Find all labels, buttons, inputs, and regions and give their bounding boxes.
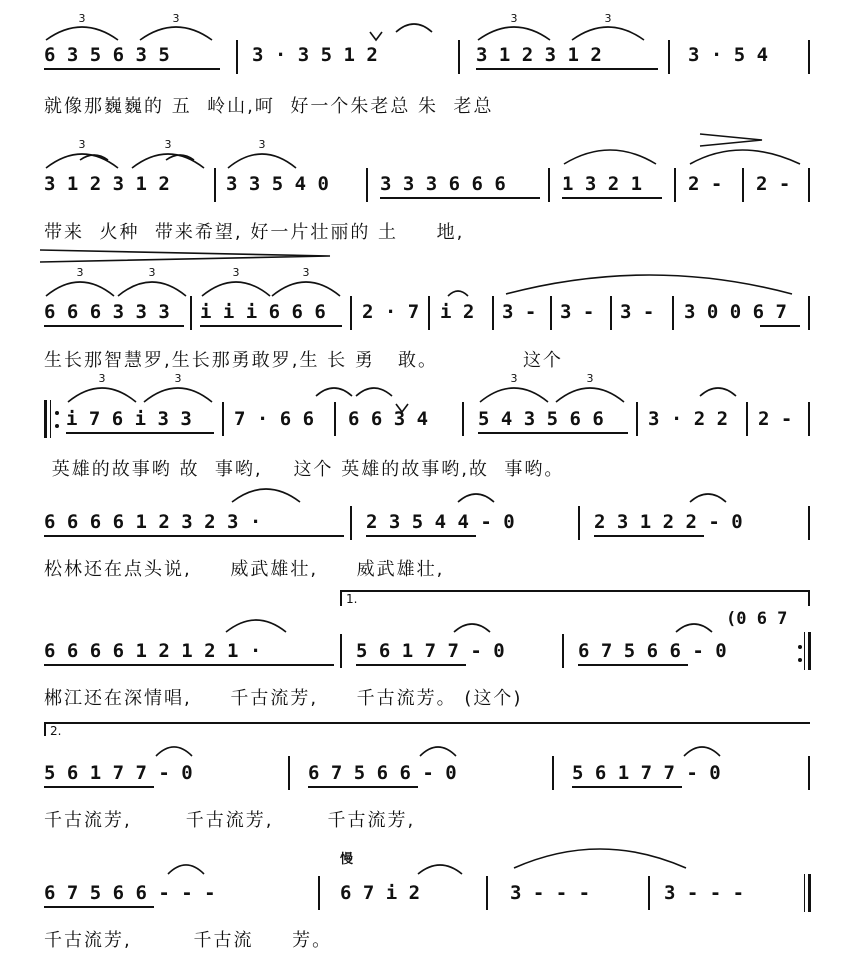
repeat-dot (55, 424, 59, 428)
barline (190, 296, 192, 330)
triplet-number: 3 (98, 372, 106, 385)
triplet-number: 3 (164, 138, 172, 151)
measure-3: 2 3 1 2 2 - 0 (594, 511, 743, 533)
volta-bracket (44, 722, 810, 724)
triplet-arc (132, 154, 204, 168)
measure-5: 3 - (502, 301, 537, 323)
barline (808, 756, 810, 790)
barline (366, 168, 368, 202)
barline (746, 402, 748, 436)
barline (610, 296, 612, 330)
repeat-dot (55, 411, 59, 415)
barline (808, 168, 810, 202)
slur (80, 155, 108, 160)
measure-2: 2 3 5 4 4 - 0 (366, 511, 515, 533)
triplet-number: 3 (78, 138, 86, 151)
triplet-number: 3 (302, 266, 310, 279)
tie (458, 494, 494, 502)
measure-1: i 7 6 i 3 3 (66, 408, 192, 430)
final-barline-thin (804, 874, 805, 912)
measure-1: 3 1 2 3 1 2 (44, 173, 170, 195)
measure-2: 5 6 1 7 7 - 0 (356, 640, 505, 662)
final-barline (808, 874, 811, 912)
repeat-dot (798, 658, 802, 662)
tie (420, 747, 456, 756)
barline (636, 402, 638, 436)
volta-bracket (340, 590, 810, 592)
measure-3: 2 · 7 (362, 301, 420, 323)
barline (674, 168, 676, 202)
measure-8: 3 0 0 6 7 (684, 301, 787, 323)
slur (232, 489, 300, 502)
measure-4: 5 4 3 5 6 6 (478, 408, 604, 430)
beam (476, 68, 658, 70)
slur (564, 150, 656, 164)
triplet-arc (118, 282, 186, 296)
measure-5: 2 - (688, 173, 723, 195)
barline (350, 506, 352, 540)
barline (458, 40, 460, 74)
barline (808, 506, 810, 540)
barline (672, 296, 674, 330)
measure-1: 6 6 6 3 3 3 (44, 301, 170, 323)
measure-1: 6 6 6 6 1 2 1 2 1 · (44, 640, 262, 662)
tie (690, 494, 726, 502)
repeat-start-barline (44, 400, 47, 438)
measure-1: 5 6 1 7 7 - 0 (44, 762, 193, 784)
tie (168, 865, 204, 874)
triplet-arc (572, 27, 644, 40)
measure-3: 6 7 5 6 6 - 0 (578, 640, 727, 662)
triplet-number: 3 (586, 372, 594, 385)
triplet-arc (46, 154, 118, 168)
slur (700, 388, 736, 396)
triplet-arc (272, 282, 340, 296)
barline (486, 876, 488, 910)
tie (356, 388, 392, 396)
volta-bracket-edge (44, 722, 46, 736)
measure-2: 3 3 5 4 0 (226, 173, 329, 195)
beam (478, 432, 628, 434)
barline (222, 402, 224, 436)
slur (418, 865, 462, 874)
triplet-number: 3 (76, 266, 84, 279)
slur (448, 291, 468, 296)
triplet-arc (480, 388, 548, 402)
triplet-number: 3 (148, 266, 156, 279)
volta-number: 1. (346, 592, 358, 606)
barline (742, 168, 744, 202)
triplet-arc (46, 27, 118, 40)
tie (156, 747, 192, 756)
volta-bracket-edge (340, 590, 342, 606)
pickup-notes: (0 6 7 (726, 609, 788, 629)
triplet-arc (68, 388, 136, 402)
lyrics-line: 带来 火种 带来希望, 好一片壮丽的 土 地, (44, 222, 465, 243)
barline (808, 402, 810, 436)
triplet-number: 3 (258, 138, 266, 151)
barline (288, 756, 290, 790)
triplet-number: 3 (172, 12, 180, 25)
measure-3: 5 6 1 7 7 - 0 (572, 762, 721, 784)
barline (318, 876, 320, 910)
triplet-arc (144, 388, 212, 402)
beam (562, 197, 662, 199)
tie (506, 275, 792, 294)
beam (200, 325, 342, 327)
triplet-arc (478, 27, 550, 40)
measure-3: 3 - - - (510, 882, 591, 904)
triplet-arc (140, 27, 212, 40)
triplet-arc (228, 154, 296, 168)
slur (226, 620, 286, 632)
triplet-number: 3 (510, 12, 518, 25)
barline (562, 634, 564, 668)
barline (492, 296, 494, 330)
beam (44, 68, 220, 70)
measure-4: 3 - - - (664, 882, 745, 904)
barline (214, 168, 216, 202)
beam (578, 664, 688, 666)
repeat-start-barline-thin (50, 400, 51, 438)
volta-number: 2. (50, 724, 62, 738)
measure-2: 6 7 i 2 (340, 882, 421, 904)
repeat-end-barline-thin (804, 632, 805, 670)
beam (44, 535, 344, 537)
measure-7: 3 - (620, 301, 655, 323)
lyrics-line: 千古流芳, 千古流芳, 千古流芳, (44, 810, 416, 831)
tie (514, 849, 686, 868)
measure-1: 6 3 5 6 3 5 (44, 44, 170, 66)
barline (548, 168, 550, 202)
barline (550, 296, 552, 330)
volta-bracket-edge (808, 590, 810, 606)
beam (356, 664, 466, 666)
beam (44, 325, 184, 327)
beam (594, 535, 704, 537)
decrescendo-mark (700, 134, 762, 146)
breath-mark (370, 32, 382, 40)
repeat-dot (798, 645, 802, 649)
barline (552, 756, 554, 790)
measure-3: 6 6 3 4 (348, 408, 429, 430)
beam (380, 197, 540, 199)
triplet-number: 3 (232, 266, 240, 279)
slur (396, 24, 432, 32)
barline (334, 402, 336, 436)
beam (366, 535, 476, 537)
triplet-number: 3 (78, 12, 86, 25)
triplet-number: 3 (174, 372, 182, 385)
measure-1: 6 7 5 6 6 - - - (44, 882, 216, 904)
barline (350, 296, 352, 330)
measure-3: 3 3 3 6 6 6 (380, 173, 506, 195)
measure-2: i i i 6 6 6 (200, 301, 326, 323)
measure-4: i 2 (440, 301, 475, 323)
barline (668, 40, 670, 74)
barline (808, 40, 810, 74)
lyrics-line: 千古流芳, 千古流 芳。 (44, 930, 333, 951)
slur (690, 150, 800, 164)
beam (44, 906, 154, 908)
barline (462, 402, 464, 436)
triplet-arc (202, 282, 270, 296)
barline (236, 40, 238, 74)
measure-2: 7 · 6 6 (234, 408, 315, 430)
lyrics-line: 就像那巍巍的 五 岭山,呵 好一个朱老总 朱 老总 (44, 96, 494, 117)
barline (428, 296, 430, 330)
decrescendo-mark (40, 250, 330, 262)
measure-2: 3 · 3 5 1 2 (252, 44, 378, 66)
tie (316, 388, 352, 396)
measure-6: 3 - (560, 301, 595, 323)
tie (454, 624, 490, 632)
measure-6: 2 - (756, 173, 791, 195)
beam (66, 432, 214, 434)
repeat-end-barline (808, 632, 811, 670)
measure-3: 3 1 2 3 1 2 (476, 44, 602, 66)
triplet-arc (46, 282, 114, 296)
triplet-number: 3 (604, 12, 612, 25)
barline (578, 506, 580, 540)
triplet-arc (556, 388, 624, 402)
measure-4: 3 · 5 4 (688, 44, 769, 66)
measure-5: 3 · 2 2 (648, 408, 729, 430)
lyrics-line: 生长那智慧罗,生长那勇敢罗,生 长 勇 敢。 这个 (44, 350, 563, 371)
tie (676, 624, 712, 632)
beam (44, 786, 154, 788)
barline (808, 296, 810, 330)
measure-1: 6 6 6 6 1 2 3 2 3 · (44, 511, 262, 533)
barline (648, 876, 650, 910)
lyrics-line: 英雄的故事哟 故 事哟, 这个 英雄的故事哟,故 事哟。 (44, 459, 565, 480)
beam (44, 664, 334, 666)
barline (340, 634, 342, 668)
tie (684, 747, 720, 756)
triplet-number: 3 (510, 372, 518, 385)
measure-2: 6 7 5 6 6 - 0 (308, 762, 457, 784)
beam (308, 786, 418, 788)
tempo-mark: 慢 (340, 852, 354, 867)
beam (760, 325, 800, 327)
measure-6: 2 - (758, 408, 793, 430)
lyrics-line: 郴江还在深情唱, 千古流芳, 千古流芳。 (这个) (44, 688, 523, 709)
slur (166, 155, 194, 160)
measure-4: 1 3 2 1 (562, 173, 643, 195)
lyrics-line: 松林还在点头说, 威武雄壮, 威武雄壮, (44, 559, 445, 580)
beam (572, 786, 682, 788)
